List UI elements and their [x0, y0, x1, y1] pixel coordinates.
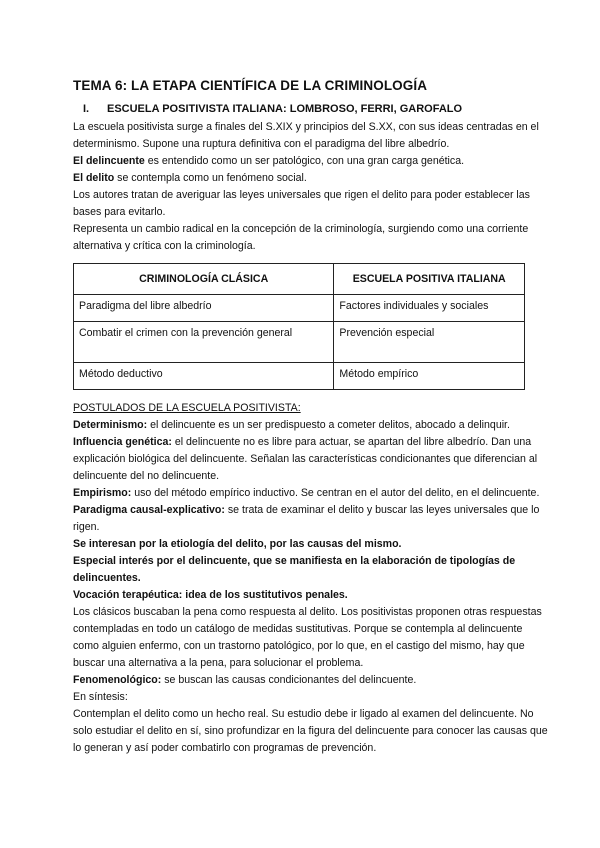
table-header-row: [74, 264, 525, 295]
fenomenologico-text: se buscan las causas condicionantes del delincuente.: [161, 674, 417, 686]
determinismo-text: el delincuente es un ser predispuesto a cometer delitos, abocado a delinquir.: [147, 419, 510, 431]
delito-text: se contempla como un fenómeno social.: [114, 172, 307, 184]
delincuente-term: El delincuente: [73, 155, 145, 167]
page-title: TEMA 6: LA ETAPA CIENTÍFICA DE LA CRIMINOLOGÍA: [73, 78, 428, 93]
section-heading: [73, 103, 550, 115]
determinismo-label: Determinismo:: [73, 419, 148, 431]
table-row: [74, 322, 525, 363]
empirismo-label: Empirismo:: [73, 487, 132, 499]
comparison-table: [73, 263, 525, 390]
postulado-vocacion: Vocación terapéutica: idea de los sustitutivos penales.: [73, 589, 348, 601]
table-row: [74, 295, 525, 322]
table-row: [74, 363, 525, 390]
empirismo-text: uso del método empírico inductivo. Se centran en el autor del delito, en el delincuente.: [131, 487, 540, 499]
intro-paragraph-3: [73, 170, 550, 187]
sintesis-text: Contemplan el delito como un hecho real. Su estudio debe ir ligado al examen del delincuente. No solo estudiar el delito en sí, sino profundizar en la figura del delincuente para conocer las causas que lo generan y así poder combatirlo con programas de prevención.: [73, 708, 548, 754]
postulado-fenomenologico: [73, 672, 550, 689]
postulados-heading: POSTULADOS DE LA ESCUELA POSITIVISTA:: [73, 402, 301, 414]
influencia-label: Influencia genética:: [73, 436, 172, 448]
table-cell: Método empírico: [334, 363, 525, 390]
table-cell: Factores individuales y sociales: [334, 295, 525, 322]
intro-paragraph-4: Los autores tratan de averiguar las leyes universales que rigen el delito para poder establecer las bases para evitarlo.: [73, 189, 530, 218]
influencia-text: el delincuente no es libre para actuar, se apartan del libre albedrío. Dan una explicación biológica del delincuente. Señalan las características condicionantes que diferencian al delincuente del no delincuente.: [73, 436, 538, 482]
postulado-especial: Especial interés por el delincuente, que se manifiesta en la elaboración de tipologías de delincuentes.: [73, 555, 516, 584]
postulado-paradigma: [73, 502, 550, 536]
sintesis-label: En síntesis:: [73, 691, 128, 703]
table-cell: Método deductivo: [74, 363, 334, 390]
paragraph-clasicos: Los clásicos buscaban la pena como respuesta al delito. Los positivistas proponen otras respuestas contempladas en todo un catálogo de medidas sustitutivas. Porque se contempla al delincuente como alguien enfermo, con un trastorno patológico, por lo que, en el castigo del mismo, hay que buscar una alternativa a la pena, para solucionar el problema.: [73, 606, 542, 669]
postulado-influencia: [73, 434, 550, 485]
intro-paragraph-5: Representa un cambio radical en la concepción de la criminología, surgiendo como una corriente alternativa y crítica con la criminología.: [73, 223, 529, 252]
intro-paragraph-2: [73, 153, 550, 170]
table-header-cell: CRIMINOLOGÍA CLÁSICA: [74, 264, 334, 295]
postulado-determinismo: [73, 417, 550, 434]
delincuente-text: es entendido como un ser patológico, con una gran carga genética.: [144, 155, 465, 167]
section-title: ESCUELA POSITIVISTA ITALIANA: LOMBROSO, FERRI, GAROFALO: [107, 103, 463, 115]
paradigma-text: se trata de examinar el delito y buscar las leyes universales que lo rigen.: [73, 504, 540, 533]
intro-paragraph-1: La escuela positivista surge a finales del S.XIX y principios del S.XX, con sus ideas centradas en el determinismo. Supone una ruptura definitiva con el paradigma del libre albedrío.: [73, 121, 539, 150]
postulado-etiologia: Se interesan por la etiología del delito, por las causas del mismo.: [73, 538, 402, 550]
fenomenologico-label: Fenomenológico:: [73, 674, 162, 686]
paradigma-label: Paradigma causal-explicativo:: [73, 504, 225, 516]
postulado-empirismo: [73, 485, 550, 502]
section-number: I.: [83, 103, 90, 115]
table-cell: Prevención especial: [334, 322, 525, 363]
table-cell: Combatir el crimen con la prevención general: [74, 322, 334, 363]
delito-term: El delito: [73, 172, 115, 184]
table-cell: Paradigma del libre albedrío: [74, 295, 334, 322]
table-header-cell: ESCUELA POSITIVA ITALIANA: [334, 264, 525, 295]
